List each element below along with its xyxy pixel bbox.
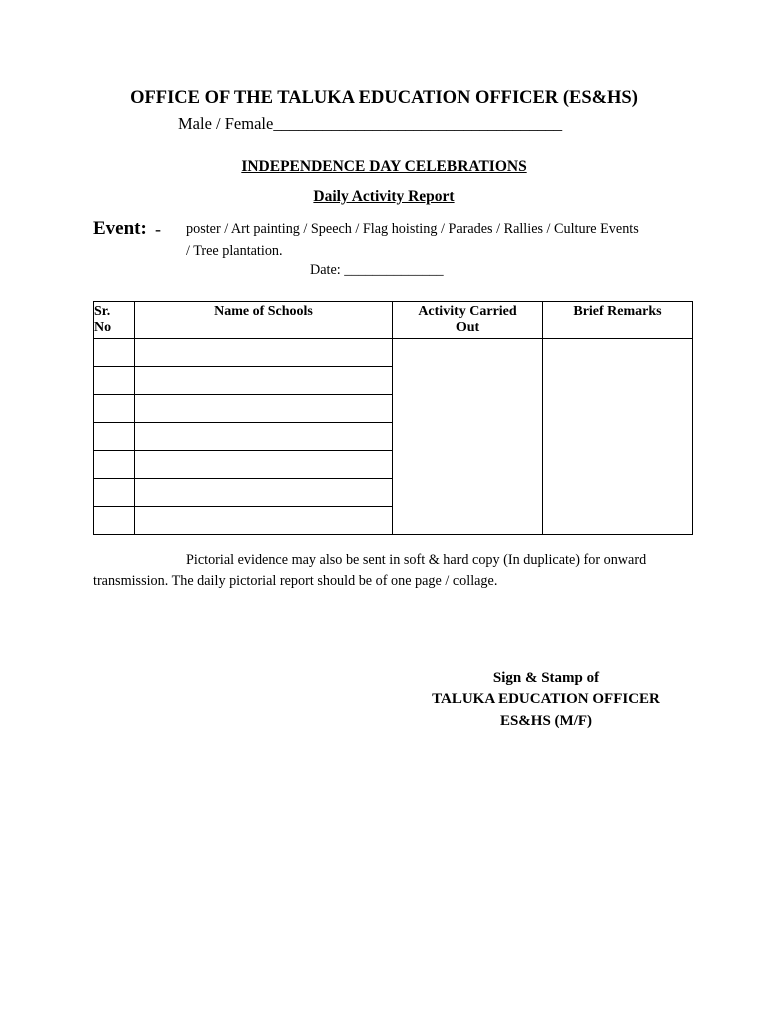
school-name-cell [135, 451, 393, 479]
date-label: Date: [310, 262, 341, 278]
office-title: OFFICE OF THE TALUKA EDUCATION OFFICER (ES&HS) [130, 88, 638, 108]
school-name-cell [135, 479, 393, 507]
remarks-cell [543, 339, 693, 535]
header-name-of-schools: Name of Schools [135, 302, 393, 339]
table-header-row [94, 302, 693, 339]
header-activity-carried-out: Activity Carried Out [393, 302, 543, 339]
gender-label: Male / Female [178, 114, 274, 133]
sr-no-cell [94, 451, 135, 479]
table-row [94, 339, 693, 367]
header-sr-no: Sr. No [94, 302, 135, 339]
celebration-title: INDEPENDENCE DAY CELEBRATIONS [241, 158, 527, 175]
school-name-cell [135, 367, 393, 395]
note-line-1: Pictorial evidence may also be sent in soft & hard copy (In duplicate) for onward [186, 552, 647, 568]
signature-line-3: ES&HS (M/F) [499, 713, 593, 729]
note-line-2: transmission. The daily pictorial report should be of one page / collage. [93, 573, 498, 589]
school-name-cell [135, 423, 393, 451]
sr-no-cell [94, 423, 135, 451]
activity-table [93, 301, 693, 535]
report-title: Daily Activity Report [313, 188, 455, 205]
date-line [310, 262, 444, 279]
school-name-cell [135, 395, 393, 423]
header-brief-remarks: Brief Remarks [543, 302, 693, 339]
sr-no-cell [94, 507, 135, 535]
sr-no-cell [94, 479, 135, 507]
sr-no-cell [94, 367, 135, 395]
gender-blank: ___________________________________ [273, 114, 563, 133]
event-options-line-1: poster / Art painting / Speech / Flag hoisting / Parades / Rallies / Culture Events [186, 221, 639, 237]
date-blank: ______________ [344, 262, 444, 278]
gender-line [178, 114, 562, 134]
school-name-cell [135, 339, 393, 367]
activity-cell [393, 339, 543, 535]
signature-line-2: TALUKA EDUCATION OFFICER [432, 691, 660, 707]
school-name-cell [135, 507, 393, 535]
event-dash: - [155, 219, 161, 239]
event-options-line-2: / Tree plantation. [186, 243, 283, 259]
sr-no-cell [94, 395, 135, 423]
sr-no-cell [94, 339, 135, 367]
event-label: Event: [93, 218, 147, 239]
signature-line-1: Sign & Stamp of [492, 670, 600, 686]
